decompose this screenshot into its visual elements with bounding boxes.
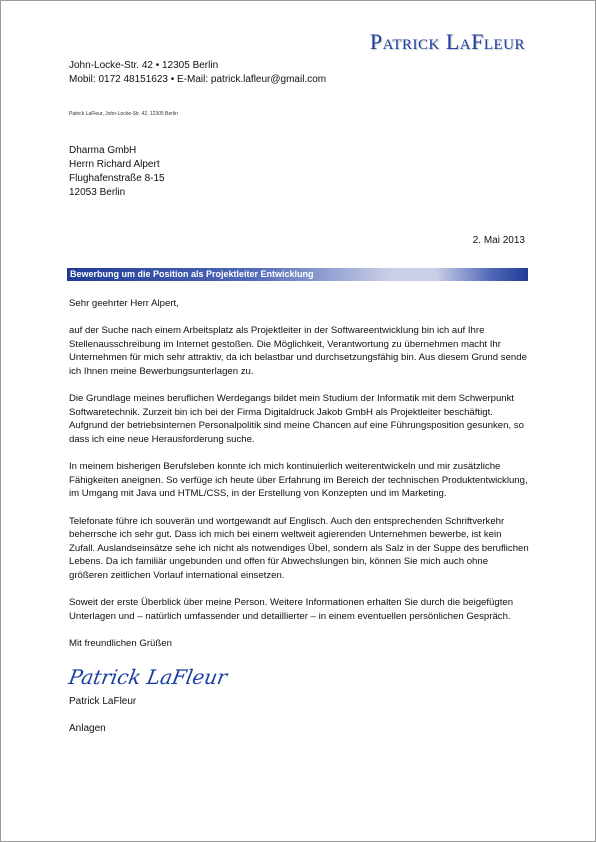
body-paragraph-5: Soweit der erste Überblick über meine Person. Weitere Informationen erhalten Sie durch die beigefügten Unterlagen und – natürlich umfassender und detaillierter – in einem eventuellen persönlichen Gespräch. — [69, 597, 514, 622]
enclosures: Anlagen — [69, 723, 106, 734]
recipient-city: 12053 Berlin — [69, 187, 126, 198]
subject-bar — [67, 268, 528, 281]
return-address-line: Patrick LaFleur, John-Locke-Str. 42, 12305 Berlin — [69, 111, 178, 117]
sender-contact — [69, 59, 326, 87]
body-paragraph-3: In meinem bisherigen Berufsleben konnte ich mich kontinuierlich weiterentwickeln und mir zusätzliche Fähigkeiten aneignen. So verfüge ich heute über Erfahrung im Bereich der technischen Produktentwicklung, im Umgang mit Java und HTML/CSS, in der Erstellung von Konzepten und im Marketing. — [69, 461, 528, 500]
body-paragraph-2: Die Grundlage meines beruflichen Werdegangs bildet mein Studium der Informatik mit dem Schwerpunkt Softwaretechnik. Zurzeit bin ich bei der Firma Digitaldruck Jakob GmbH als Projektleiter beschäftigt. Aufgrund der betriebsinternen Personalpolitik sind meine Chancen auf eine Führungsposition gesunken, so dass ich eine neue Herausforderung suche. — [69, 393, 524, 445]
letter-date: 2. Mai 2013 — [472, 235, 525, 246]
handwritten-signature: Patrick LaFleur — [66, 665, 230, 689]
sender-contact-line: Mobil: 0172 48151623 • E-Mail: patrick.lafleur@gmail.com — [69, 74, 327, 85]
recipient-address — [69, 144, 165, 200]
salutation: Sehr geehrter Herr Alpert, — [69, 298, 179, 309]
sender-address-line: John-Locke-Str. 42 • 12305 Berlin — [69, 60, 219, 71]
letter-body — [69, 297, 529, 664]
body-paragraph-4: Telefonate führe ich souverän und wortgewandt auf Englisch. Auch den entsprechenden Schriftverkehr beherrsche ich sehr gut. Dass ich mich bei einem weltweit agierenden Unternehmen bewerbe, ist kein Zufall. Auslandseinsätze sehe ich nicht als notwendiges Übel, sondern als Salz in der Suppe des beruflichen Lebens. Da ich familiär ungebunden und offen für Abwechslungen bin, können Sie mich auch ohne größeren zeitlichen Vorlauf international einsetzen. — [69, 515, 529, 581]
recipient-street: Flughafenstraße 8-15 — [69, 173, 165, 184]
recipient-company: Dharma GmbH — [69, 145, 137, 156]
sender-name-heading: Patrick LaFleur — [369, 29, 525, 54]
signed-name: Patrick LaFleur — [69, 696, 137, 707]
recipient-person: Herrn Richard Alpert — [69, 159, 160, 170]
closing: Mit freundlichen Grüßen — [69, 637, 172, 649]
subject-line: Bewerbung um die Position als Projektleiter Entwicklung — [70, 269, 314, 279]
body-paragraph-1: auf der Suche nach einem Arbeitsplatz als Projektleiter in der Softwareentwicklung bin ich auf Ihre Stellenausschreibung im Internet gestoßen. Die Möglichkeit, Verantwortung zu übernehmen macht Ihr Unternehmen für mich sehr attraktiv, da ich belastbar und durchsetzungsfähig bin. Aus diesem Grund sende ich Ihnen meine Bewerbungsunterlagen zu. — [69, 325, 527, 377]
